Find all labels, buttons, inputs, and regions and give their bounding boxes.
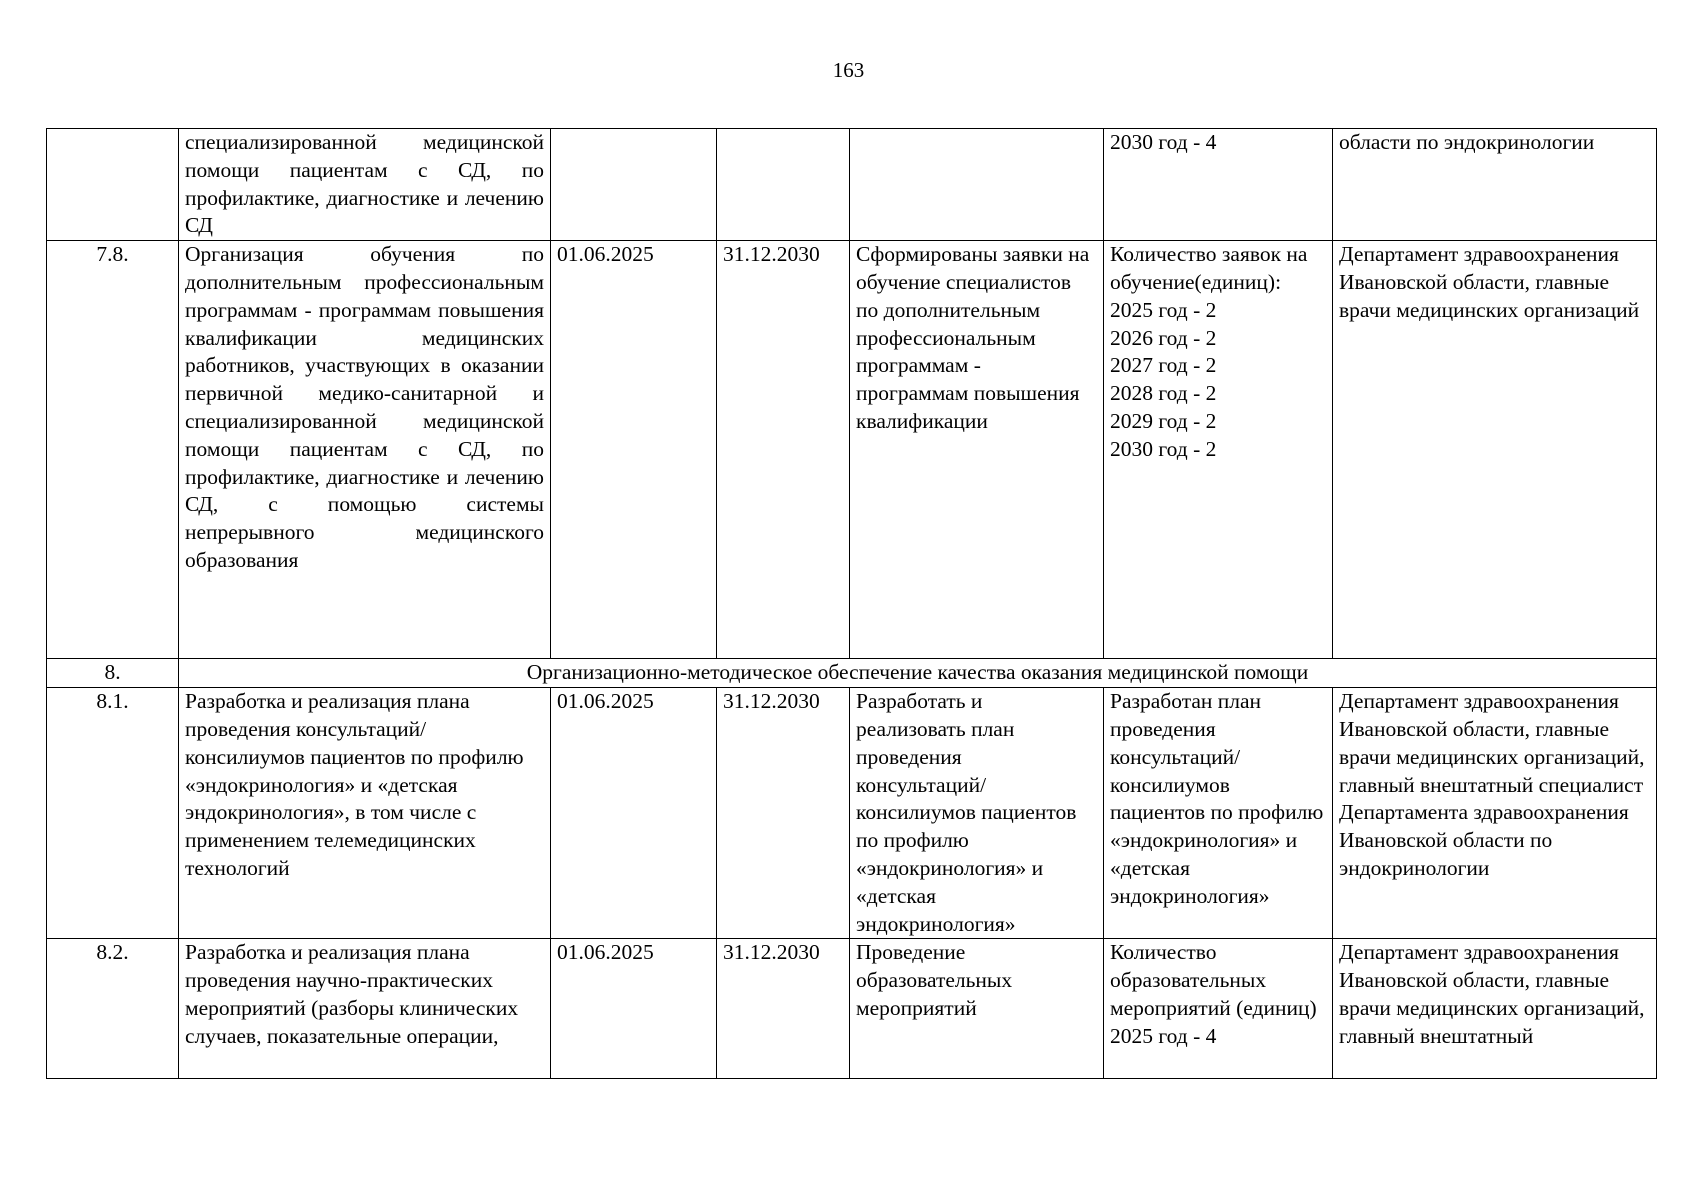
indicator-line: 2030 год - 2 [1110,436,1217,461]
indicator-line: Количество образовательных мероприятий (единиц) [1110,940,1317,1020]
indicator-line: 2025 год - 2 [1110,297,1217,322]
end-date: 31.12.2030 [717,688,850,939]
indicator-line: 2028 год - 2 [1110,381,1217,406]
end-date: 31.12.2030 [717,939,850,1079]
end-date: 31.12.2030 [717,241,850,659]
page-number: 163 [832,58,865,82]
indicator [1104,939,1333,1079]
indicator-line: 2026 год - 2 [1110,325,1217,350]
row-number: 8.1. [47,688,179,939]
indicator-line: 2029 год - 2 [1110,408,1217,433]
activity-name: специализированной медицинской помощи пациентам с СД, по профилактике, диагностике и лечению СД [179,129,551,241]
indicator-line: 2025 год - 4 [1110,1023,1217,1048]
start-date [551,129,717,241]
expected-result: Сформированы заявки на обучение специалистов по дополнительным профессиональным программам - программам повышения квалификации [850,241,1104,659]
row-number: 8.2. [47,939,179,1079]
indicator [1104,129,1333,241]
activity-name: Организация обучения по дополнительным профессиональным программам - программам повышения квалификации медицинских работников, участвующих в оказании первичной медико-санитарной и специализированной медицинской помощи пациентам с СД, по профилактике, диагностике и лечению СД, с помощью системы непрерывного медицинского образования [179,241,551,659]
indicator-line: Разработан план проведения консультаций/консилиумов пациентов по профилю «эндокринология» и «детская эндокринология» [1110,689,1324,908]
row-number: 7.8. [47,241,179,659]
action-plan-table [46,128,1657,1079]
indicator-line: Количество заявок на обучение(единиц): [1110,242,1308,294]
activity-name: Разработка и реализация плана проведения консультаций/консилиумов пациентов по профилю «эндокринология» и «детская эндокринология», в том числе с применением телемедицинских технологий [179,688,551,939]
row-number [47,129,179,241]
section-row [47,659,1657,688]
responsible: Департамент здравоохранения Ивановской области, главные врачи медицинских организаций, главный внештатный [1333,939,1657,1079]
indicator-line: 2027 год - 2 [1110,353,1217,378]
table-row [47,241,1657,659]
section-number: 8. [47,659,179,688]
start-date: 01.06.2025 [551,688,717,939]
table-row [47,939,1657,1079]
indicator [1104,688,1333,939]
expected-result [850,129,1104,241]
start-date: 01.06.2025 [551,241,717,659]
expected-result: Проведение образовательных мероприятий [850,939,1104,1079]
responsible: области по эндокринологии [1333,129,1657,241]
indicator [1104,241,1333,659]
responsible: Департамент здравоохранения Ивановской области, главные врачи медицинских организаций, главный внештатный специалист Департамента здравоохранения Ивановской области по эндокринологии [1333,688,1657,939]
indicator-line: 2030 год - 4 [1110,130,1217,154]
expected-result: Разработать и реализовать план проведения консультаций/консилиумов пациентов по профилю «эндокринология» и «детская эндокринология» [850,688,1104,939]
start-date: 01.06.2025 [551,939,717,1079]
end-date [717,129,850,241]
section-title: Организационно-методическое обеспечение качества оказания медицинской помощи [179,659,1657,688]
activity-name: Разработка и реализация плана проведения научно-практических мероприятий (разборы клинических случаев, показательные операции, [179,939,551,1079]
responsible: Департамент здравоохранения Ивановской области, главные врачи медицинских организаций [1333,241,1657,659]
table-row [47,688,1657,939]
table-row [47,129,1657,241]
